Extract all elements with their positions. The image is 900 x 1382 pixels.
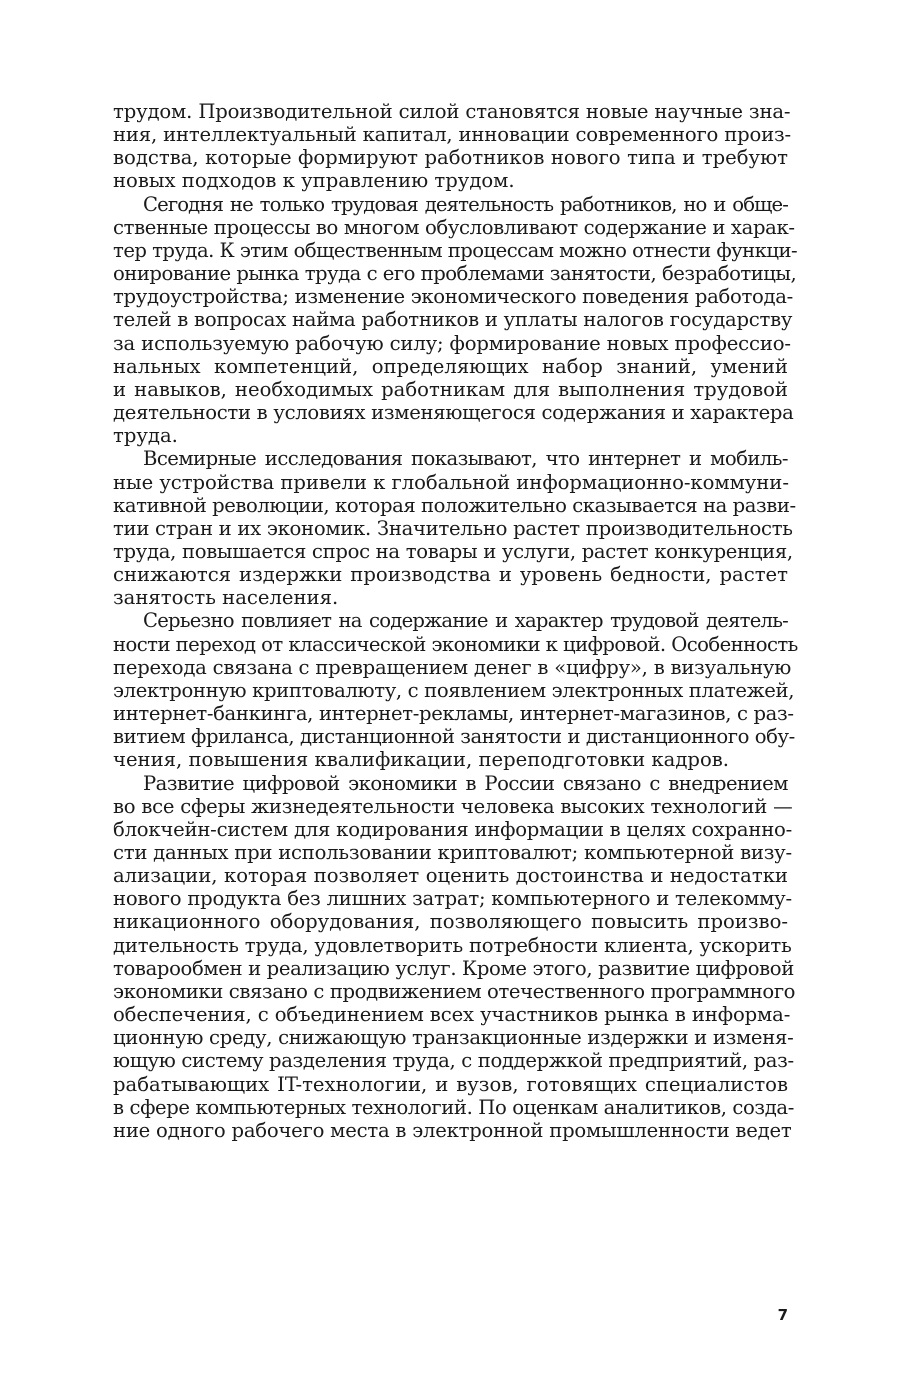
text-line: экономики связано с продвижением отечественного программного	[113, 979, 796, 1003]
text-line: ционную среду, снижающую транзакционные издержки и изменя-	[113, 1026, 794, 1050]
text-line: витием фриланса, дистанционной занятости и дистанционного обу-	[113, 725, 795, 749]
text-line: Серьезно повлияет на содержание и характер трудовой деятель-	[143, 609, 788, 633]
text-line: в сфере компьютерных технологий. По оценкам аналитиков, созда-	[113, 1095, 794, 1119]
text-line: тер труда. К этим общественным процессам можно отнести функци-	[113, 238, 798, 262]
text-line: занятость населения.	[113, 586, 339, 610]
text-line: новых подходов к управлению трудом.	[113, 169, 515, 193]
text-line: Сегодня не только трудовая деятельность работников, но и обще-	[143, 192, 788, 216]
text-line: рабатывающих IT-технологии, и вузов, готовящих специалистов	[113, 1072, 788, 1096]
text-line: ные устройства привели к глобальной информационно-коммуни-	[113, 470, 789, 494]
text-line: нового продукта без лишних затрат; компьютерного и телекомму-	[113, 887, 792, 911]
page-body-text	[113, 100, 798, 1142]
text-line: перехода связана с превращением денег в «цифру», в визуальную	[113, 655, 792, 679]
text-line: обеспечения, с объединением всех участников рынка в информа-	[113, 1003, 791, 1027]
text-line: труда.	[113, 424, 178, 448]
text-line: ализации, которая позволяет оценить достоинства и недостатки	[113, 864, 788, 888]
text-line: ющую систему разделения труда, с поддержкой предприятий, раз-	[113, 1049, 794, 1073]
text-line: ние одного рабочего места в электронной промышленности ведет	[113, 1118, 792, 1142]
text-line: нальных компетенций, определяющих набор знаний, умений	[113, 354, 788, 378]
text-line: снижаются издержки производства и уровень бедности, растет	[113, 563, 788, 587]
paragraph	[113, 771, 796, 1143]
text-line: Развитие цифровой экономики в России связано с внедрением	[143, 771, 788, 795]
paragraph	[113, 100, 791, 193]
text-line: деятельности в условиях изменяющегося содержания и характера	[113, 401, 794, 425]
text-line: онирование рынка труда с его проблемами занятости, безработицы,	[113, 262, 797, 286]
paragraph	[113, 609, 798, 772]
text-line: электронную криптовалюту, с появлением электронных платежей,	[113, 678, 795, 702]
text-line: во все сферы жизнедеятельности человека высоких технологий —	[113, 794, 793, 818]
text-line: блокчейн-систем для кодирования информации в целях сохранно-	[113, 817, 793, 841]
page-number: 7	[777, 1306, 788, 1324]
text-line: за используемую рабочую силу; формирование новых профессио-	[113, 331, 791, 355]
text-line: телей в вопросах найма работников и уплаты налогов государству	[113, 308, 793, 332]
text-line: товарообмен и реализацию услуг. Кроме этого, развитие цифровой	[113, 956, 794, 980]
text-line: никационного оборудования, позволяющего повысить произво-	[113, 910, 788, 934]
text-line: дительность труда, удовлетворить потребности клиента, ускорить	[113, 933, 792, 957]
text-line: и навыков, необходимых работникам для выполнения трудовой	[113, 377, 788, 401]
text-line: сти данных при использовании криптовалют; компьютерной визу-	[113, 841, 792, 864]
paragraph	[113, 447, 796, 610]
text-line: Всемирные исследования показывают, что интернет и мобиль-	[143, 447, 788, 471]
text-line: трудоустройства; изменение экономического поведения работода-	[113, 285, 793, 309]
text-line: интернет-банкинга, интернет-рекламы, интернет-магазинов, с раз-	[113, 702, 794, 726]
text-line: тии стран и их экономик. Значительно растет производительность	[113, 516, 793, 540]
paragraph	[113, 192, 798, 448]
text-line: трудом. Производительной силой становятся новые научные зна-	[113, 100, 791, 123]
text-line: водства, которые формируют работников нового типа и требуют	[113, 146, 788, 170]
text-line: ственные процессы во многом обусловливают содержание и харак-	[113, 215, 795, 239]
text-line: ния, интеллектуальный капитал, инновации современного произ-	[113, 123, 791, 147]
text-line: ности переход от классической экономики к цифровой. Особенность	[113, 632, 798, 656]
text-line: кативной революции, которая положительно сказывается на разви-	[113, 493, 796, 517]
text-line: чения, повышения квалификации, переподготовки кадров.	[113, 748, 730, 772]
text-line: труда, повышается спрос на товары и услуги, растет конкуренция,	[113, 539, 793, 563]
